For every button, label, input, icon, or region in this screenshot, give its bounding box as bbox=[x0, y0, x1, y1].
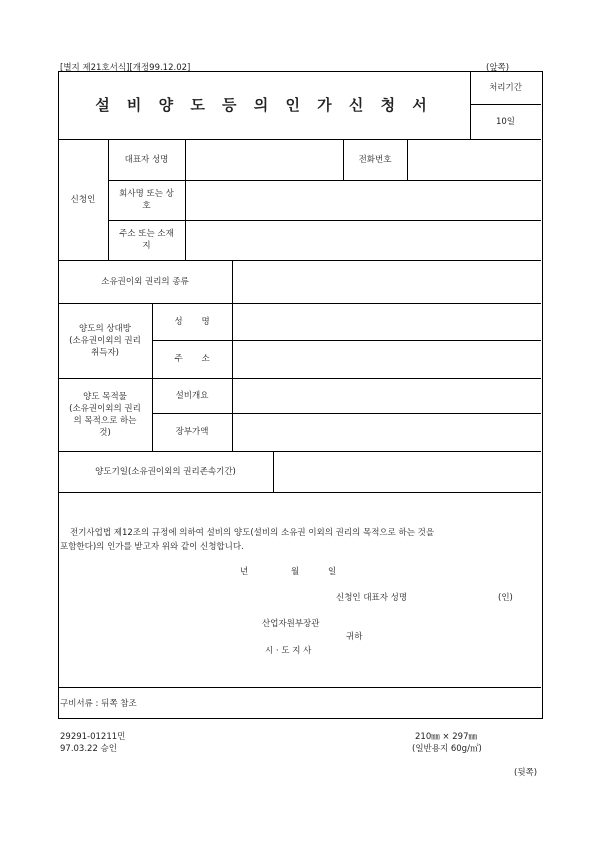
phone-field[interactable] bbox=[408, 140, 540, 179]
declaration-line-2: 포함한다)의 인가를 받고자 위와 같이 신청합니다. bbox=[60, 542, 244, 552]
applicant-signature-label: 신청인 대표자 성명 bbox=[336, 593, 408, 603]
rep-name-field[interactable] bbox=[186, 140, 343, 179]
equipment-summary-label: 설비개요 bbox=[175, 390, 209, 401]
processing-period-label: 처리기간 bbox=[489, 82, 522, 93]
transferee-address-field[interactable] bbox=[233, 341, 540, 377]
attachments-label: 구비서류 : 뒤쪽 참조 bbox=[60, 699, 137, 709]
paper-size: 210㎜ × 297㎜ bbox=[415, 732, 477, 742]
applicant-group-label: 신청인 bbox=[70, 194, 96, 205]
date-day-label: 일 bbox=[328, 567, 337, 577]
company-name-field[interactable] bbox=[186, 181, 540, 219]
book-value-label: 장부가액 bbox=[175, 427, 209, 437]
address-field[interactable] bbox=[186, 221, 540, 259]
rep-name-label: 대표자 성명 bbox=[124, 154, 169, 165]
declaration-line-1: 전기사업법 제12조의 규정에 의하여 설비의 양도(설비의 소유권 이외의 권리의 목적으로 하는 것을 bbox=[70, 528, 435, 538]
seal-mark: (인) bbox=[498, 593, 513, 603]
rights-type-field[interactable] bbox=[233, 261, 540, 302]
company-name-label: 회사명 또는 상 호 bbox=[119, 189, 174, 211]
transfer-date-label: 양도기일(소유권이외의 권리존속기간) bbox=[95, 466, 236, 477]
transfer-object-label: 양도 목적물 (소유권이외의 권리 의 목적으로 하는 것) bbox=[69, 391, 141, 438]
book-value-field[interactable] bbox=[233, 414, 540, 450]
transferee-label: 양도의 상대방 (소유권이외의 권리 취득자) bbox=[69, 323, 141, 358]
paper-type: (일반용지 60g/㎡) bbox=[412, 744, 482, 754]
form-reference: [별지 제21호서식][개정99.12.02] bbox=[60, 63, 191, 73]
transfer-date-field[interactable] bbox=[274, 452, 540, 491]
processing-period-value: 10일 bbox=[495, 116, 516, 127]
transferee-name-label: 성 명 bbox=[174, 316, 210, 327]
transferee-address-label: 주 소 bbox=[174, 354, 210, 364]
addressee-minister: 산업자원부장관 bbox=[262, 619, 320, 629]
phone-label: 전화번호 bbox=[358, 154, 392, 165]
addressee-governor: 시 · 도 지 사 bbox=[265, 646, 312, 656]
back-side-label: (뒷쪽) bbox=[514, 768, 538, 778]
form-title: 설 비 양 도 등 의 인 가 신 청 서 bbox=[95, 96, 433, 114]
date-year-label: 년 bbox=[240, 567, 249, 577]
page-side-label: (앞쪽) bbox=[486, 63, 510, 73]
rights-type-label: 소유권이외 권리의 종류 bbox=[101, 276, 189, 287]
honorific-label: 귀하 bbox=[346, 632, 363, 642]
form-code: 29291-01211민 bbox=[60, 732, 126, 742]
address-label: 주소 또는 소재 지 bbox=[119, 229, 174, 251]
equipment-summary-field[interactable] bbox=[233, 379, 540, 412]
date-month-label: 월 bbox=[291, 567, 300, 577]
transferee-name-field[interactable] bbox=[233, 304, 540, 339]
approval-date: 97.03.22 승인 bbox=[60, 744, 117, 754]
